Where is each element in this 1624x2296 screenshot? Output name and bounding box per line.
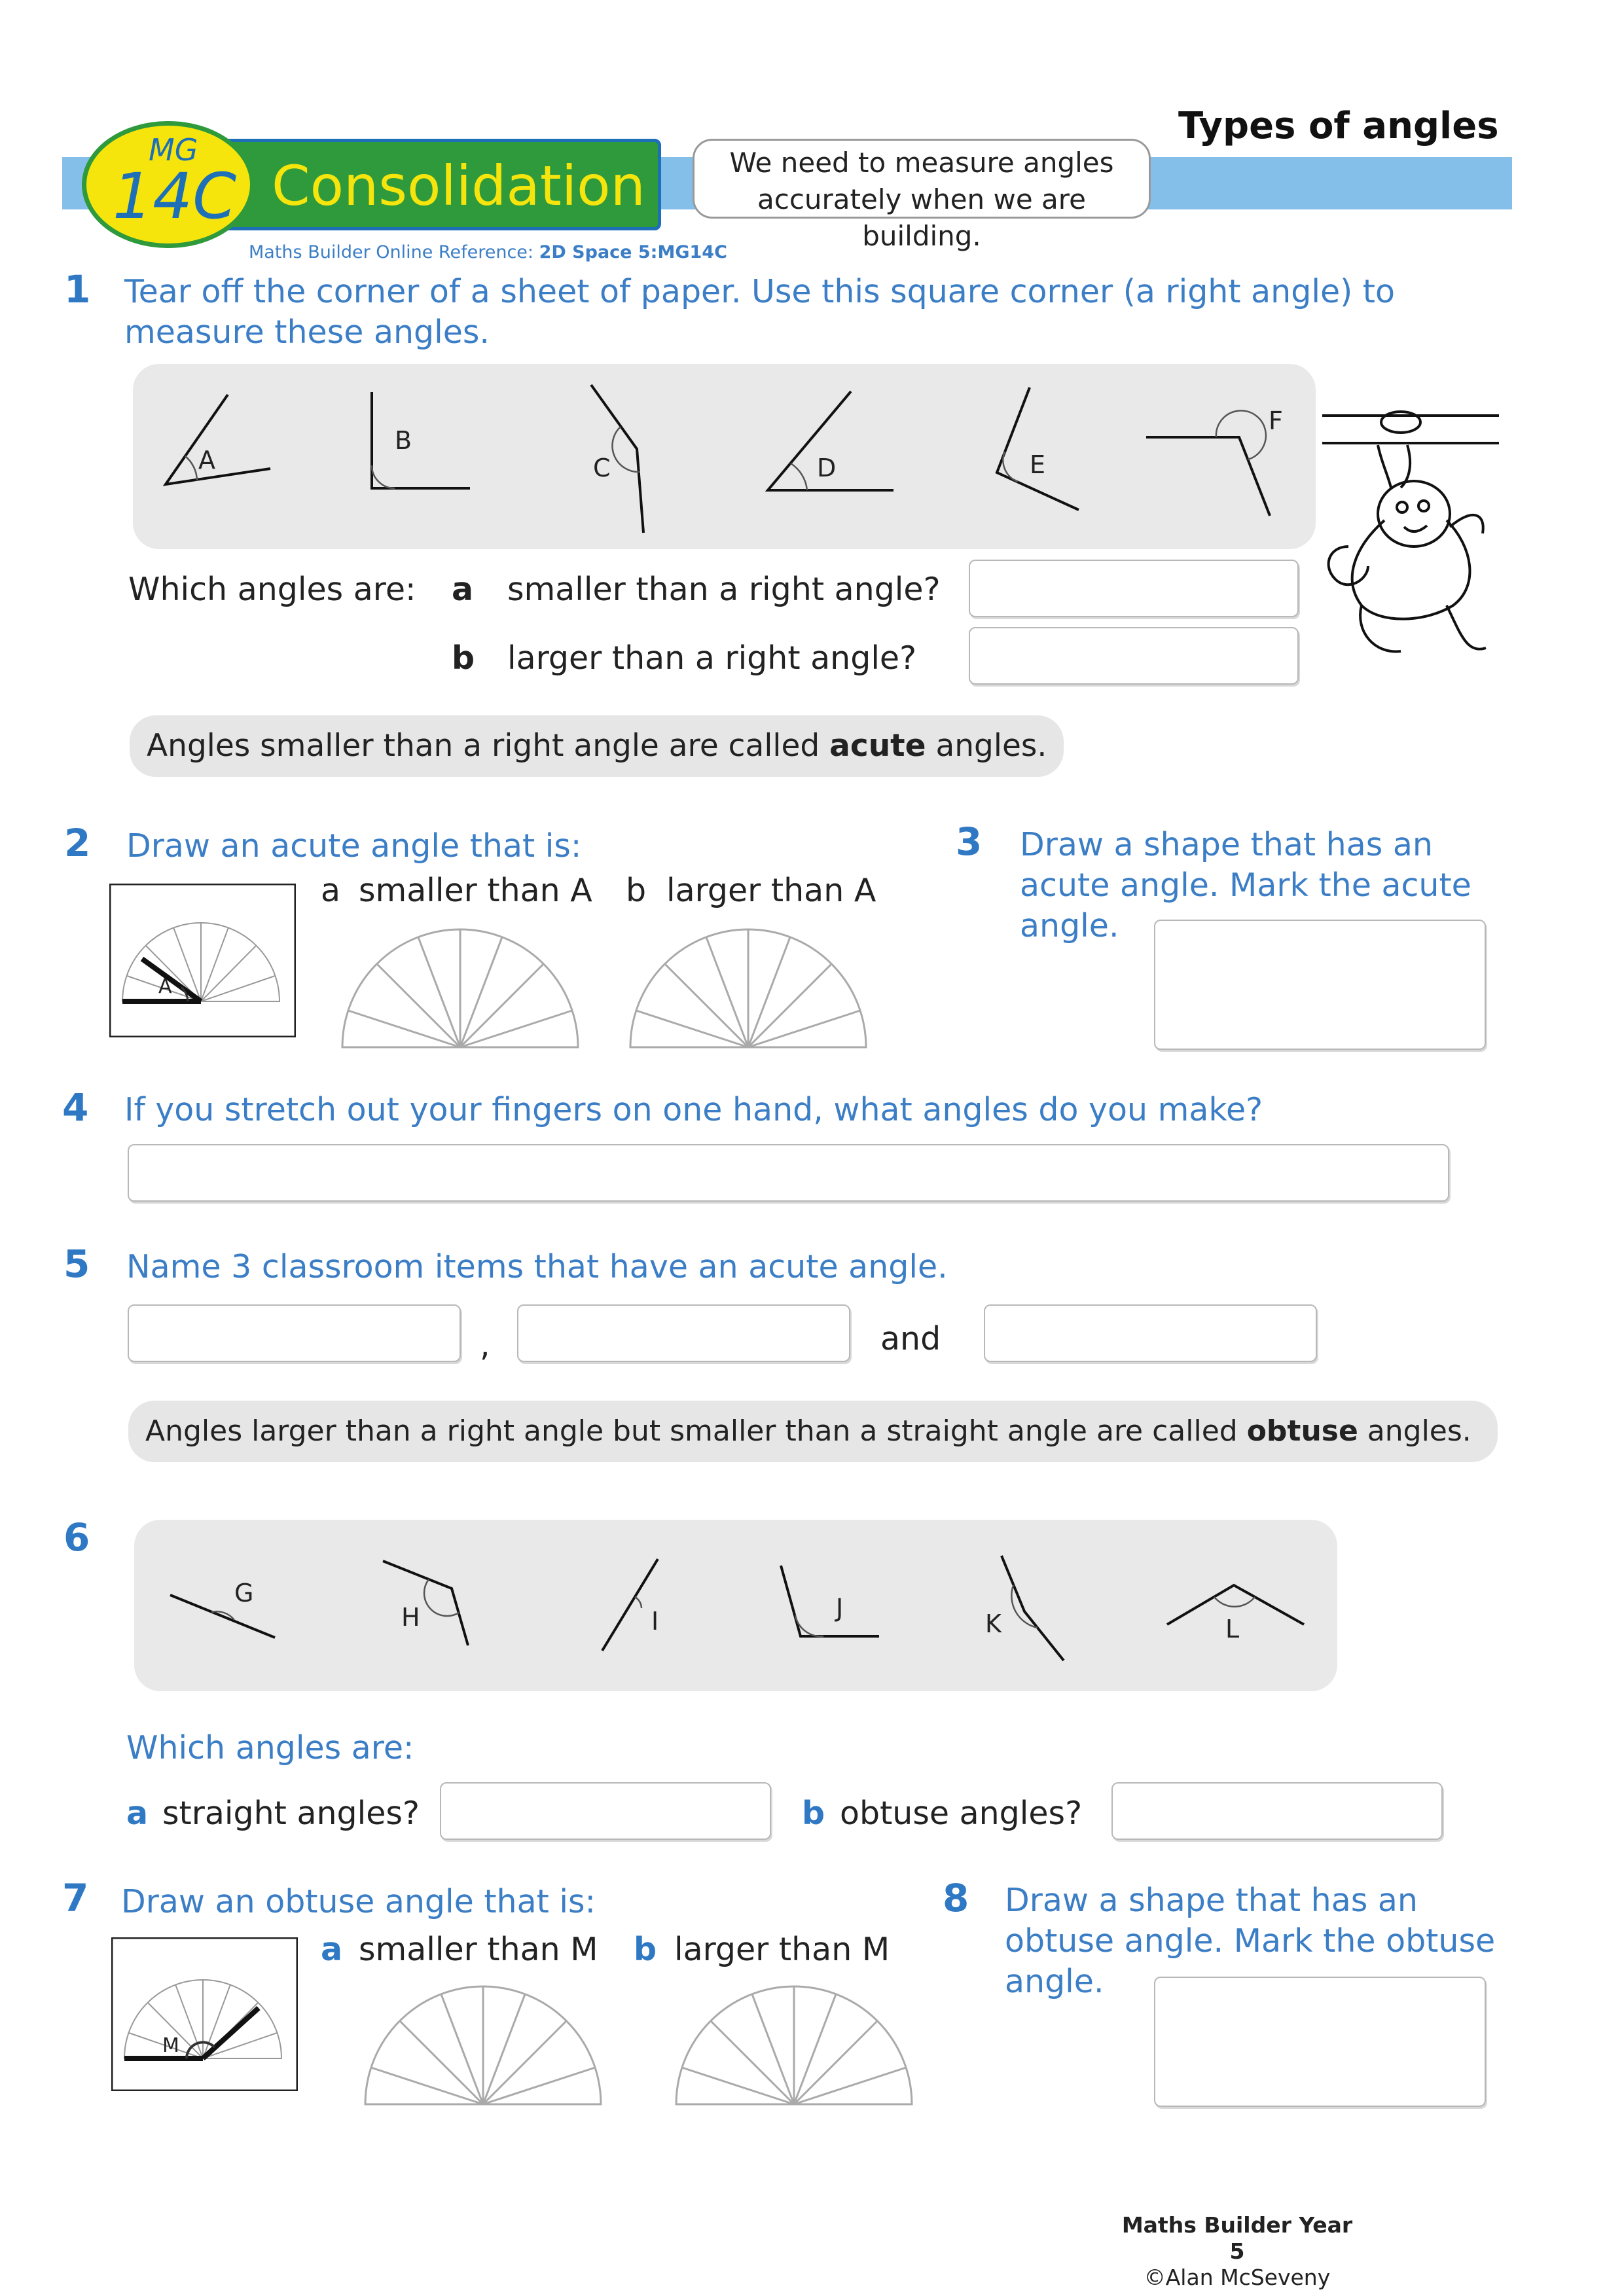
q1-b-answer-box[interactable] — [969, 627, 1299, 685]
obtuse-note-after: angles. — [1358, 1414, 1471, 1448]
callout-line2: accurately when we are building. — [757, 183, 1086, 252]
q3-number: 3 — [956, 819, 983, 864]
q8-number: 8 — [943, 1876, 969, 1920]
badge-top: MG — [149, 132, 198, 168]
section-title: Types of angles — [1178, 105, 1499, 147]
angle-label-e: E — [1030, 450, 1046, 479]
angle-label-d: D — [817, 454, 837, 482]
q3-line1: Draw a shape that has an — [1020, 826, 1433, 863]
q2-protractor-a[interactable] — [339, 923, 581, 1050]
footer-line1: Maths Builder Year 5 — [1121, 2212, 1353, 2264]
angle-e — [997, 387, 1079, 510]
q1-b-label: b — [452, 639, 475, 677]
q1-text — [124, 272, 1395, 353]
angle-label-h: H — [401, 1603, 420, 1632]
q4-answer-box[interactable] — [128, 1144, 1449, 1202]
angle-k — [1001, 1556, 1064, 1660]
q5-answer-box-3[interactable] — [984, 1304, 1317, 1362]
q6-prompt: Which angles are: — [126, 1729, 414, 1767]
q5-answer-box-1[interactable] — [128, 1304, 461, 1362]
badge — [82, 121, 255, 248]
q6-number: 6 — [63, 1515, 90, 1560]
q2-ref-label: A — [158, 975, 172, 998]
q7-a-label: a — [321, 1931, 343, 1968]
q7-protractor-b[interactable] — [673, 1980, 915, 2108]
q1-prompt: Which angles are: — [128, 571, 416, 608]
q6-b-text: obtuse angles? — [840, 1795, 1083, 1832]
q8-line2: obtuse angle. Mark the obtuse — [1005, 1922, 1496, 1960]
q2-text: Draw an acute angle that is: — [126, 827, 582, 865]
q2-b-text: larger than A — [666, 872, 876, 909]
consolidation-banner — [196, 139, 661, 230]
angle-label-g: G — [234, 1579, 254, 1607]
angle-g — [170, 1595, 275, 1638]
q5-comma: , — [480, 1327, 490, 1364]
q8-drawing-box[interactable] — [1154, 1977, 1486, 2107]
q4-number: 4 — [62, 1085, 89, 1130]
angle-label-f: F — [1269, 406, 1283, 435]
q8-line1: Draw a shape that has an — [1005, 1882, 1418, 1919]
q2-reference-protractor — [109, 884, 296, 1037]
acute-note-after: angles. — [926, 728, 1047, 764]
footer-line2: ©Alan McSeveny — [1144, 2265, 1331, 2290]
angle-label-j: J — [836, 1594, 844, 1623]
acute-note-before: Angles smaller than a right angle are called — [147, 728, 830, 764]
q6-b-label: b — [802, 1795, 825, 1832]
q2-a-label: a — [321, 872, 341, 909]
angle-i — [602, 1559, 658, 1651]
q2-number: 2 — [64, 821, 91, 865]
q5-number: 5 — [63, 1242, 90, 1286]
footer — [1113, 2212, 1362, 2291]
q4-text: If you stretch out your fingers on one hand, what angles do you make? — [124, 1091, 1263, 1128]
angle-label-a: A — [198, 446, 215, 475]
q2-a-text: smaller than A — [359, 872, 592, 909]
q6-a-label: a — [126, 1795, 149, 1832]
q7-protractor-a[interactable] — [362, 1980, 604, 2108]
obtuse-note-before: Angles larger than a right angle but smaller than a straight angle are called — [145, 1414, 1247, 1448]
q5-text: Name 3 classroom items that have an acute angle. — [126, 1248, 948, 1285]
callout-box — [693, 139, 1151, 252]
q3-drawing-box[interactable] — [1154, 920, 1486, 1050]
angle-label-l: L — [1225, 1615, 1240, 1643]
q3-line2: acute angle. Mark the acute — [1020, 867, 1471, 904]
banner-title: Consolidation — [272, 154, 645, 218]
angle-j — [781, 1566, 879, 1636]
q6-angles-diagram — [134, 1520, 1337, 1691]
q1-b-text: larger than a right angle? — [507, 639, 917, 677]
q7-number: 7 — [62, 1876, 89, 1920]
gorilla-illustration — [1316, 396, 1506, 664]
q1-number: 1 — [64, 267, 91, 312]
angle-f — [1146, 410, 1270, 516]
obtuse-note-bold: obtuse — [1246, 1414, 1358, 1448]
q8-line3: angle. — [1005, 1963, 1104, 2000]
q1-a-answer-box[interactable] — [969, 560, 1299, 617]
q3-line3: angle. — [1020, 907, 1119, 944]
q7-ref-label: M — [162, 2034, 179, 2057]
angle-label-i: I — [651, 1607, 659, 1636]
q6-a-text: straight angles? — [162, 1795, 420, 1832]
q7-a-text: smaller than M — [359, 1931, 598, 1968]
q5-and: and — [880, 1320, 941, 1357]
q7-b-text: larger than M — [674, 1931, 890, 1968]
angle-label-k: K — [985, 1609, 1001, 1638]
q7-text: Draw an obtuse angle that is: — [121, 1883, 596, 1920]
obtuse-definition-note — [128, 1401, 1498, 1462]
q6-b-answer-box[interactable] — [1111, 1782, 1443, 1840]
q1-text-line2: measure these angles. — [124, 314, 490, 351]
q1-text-line1: Tear off the corner of a sheet of paper. Use this square corner (a right angle) to — [124, 273, 1395, 310]
callout-line1: We need to measure angles — [729, 147, 1114, 179]
reference-prefix: Maths Builder Online Reference: — [249, 242, 539, 262]
q7-b-label: b — [634, 1931, 657, 1968]
angle-label-b: B — [395, 426, 412, 455]
q1-angles-diagram — [133, 364, 1316, 549]
reference-line — [249, 242, 727, 262]
angle-h — [383, 1561, 468, 1645]
q1-a-label: a — [452, 571, 474, 608]
q1-a-text: smaller than a right angle? — [507, 571, 941, 608]
acute-note-bold: acute — [829, 728, 926, 764]
q7-reference-protractor — [111, 1937, 298, 2091]
angle-b — [372, 392, 470, 488]
q6-a-answer-box[interactable] — [440, 1782, 771, 1840]
reference-value: 2D Space 5:MG14C — [539, 242, 727, 262]
q5-answer-box-2[interactable] — [517, 1304, 850, 1362]
acute-definition-note — [130, 715, 1064, 777]
angle-a — [166, 395, 270, 484]
q2-b-label: b — [626, 872, 647, 909]
q2-protractor-b[interactable] — [627, 923, 869, 1050]
angle-label-c: C — [593, 454, 611, 482]
badge-code: 14C — [113, 160, 237, 233]
